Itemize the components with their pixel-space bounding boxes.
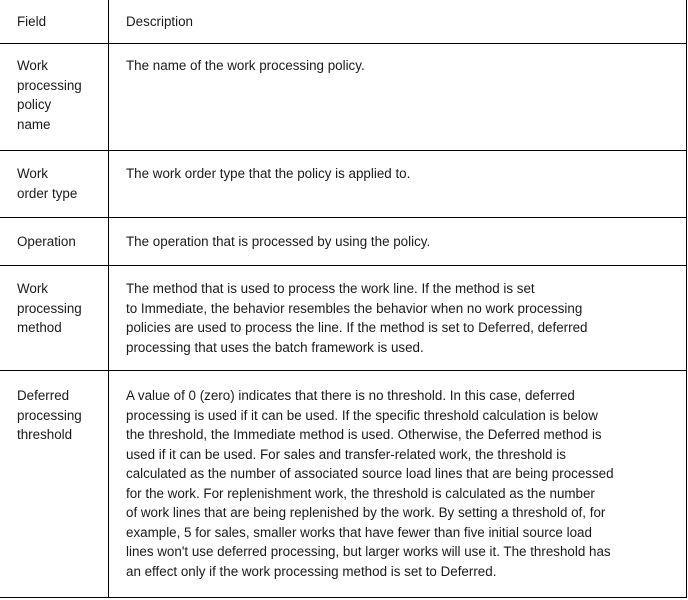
description-cell	[109, 44, 687, 150]
field-line: processing	[17, 77, 82, 93]
field-cell	[0, 218, 109, 265]
description-line: processing that uses the batch framework is used.	[126, 339, 424, 355]
field-line: Work	[17, 58, 48, 73]
table-row	[0, 266, 687, 371]
header-description	[109, 0, 687, 43]
field-line: order type	[17, 185, 78, 201]
description-line: for the work. For replenishment work, the threshold is calculated as the number	[126, 485, 595, 501]
description-line: the threshold, the Immediate method is used. Otherwise, the Deferred method is	[126, 427, 602, 442]
field-line: policy	[17, 97, 52, 112]
field-cell	[0, 44, 109, 150]
description-line: calculated as the number of associated source load lines that are being processed	[126, 466, 614, 481]
description-line: example, 5 for sales, smaller works that have fewer than five initial source load	[126, 524, 592, 540]
field-line: Work	[17, 281, 48, 296]
field-line: method	[17, 320, 62, 335]
header-field-label: Field	[17, 14, 47, 29]
field-line: processing	[17, 300, 82, 316]
description-cell	[109, 218, 687, 265]
description-line: to Immediate, the behavior resembles the behavior when no work processing	[126, 300, 583, 316]
description-cell	[109, 151, 687, 217]
table-row	[0, 44, 687, 151]
description-cell	[109, 371, 687, 597]
field-line: name	[17, 116, 51, 132]
description-line: The work order type that the policy is applied to.	[126, 166, 411, 181]
field-line: Deferred	[17, 388, 70, 403]
description-line: lines won't use deferred processing, but larger works will use it. The threshold has	[126, 544, 611, 559]
header-description-label: Description	[126, 14, 193, 29]
description-line: used if it can be used. For sales and transfer-related work, the threshold is	[126, 446, 566, 462]
field-cell	[0, 151, 109, 217]
description-line: A value of 0 (zero) indicates that there is no threshold. In this case, deferred	[126, 388, 575, 403]
description-line: The operation that is processed by using the policy.	[126, 234, 431, 249]
field-cell	[0, 371, 109, 597]
description-cell	[109, 266, 687, 370]
description-line: processing is used if it can be used. If the specific threshold calculation is below	[126, 407, 598, 423]
description-line: an effect only if the work processing method is set to Deferred.	[126, 563, 497, 579]
description-line: policies are used to process the line. If the method is set to Deferred, deferred	[126, 320, 588, 335]
description-line: The name of the work processing policy.	[126, 58, 365, 73]
field-line: threshold	[17, 427, 73, 442]
field-line: processing	[17, 407, 82, 423]
field-line: Operation	[17, 234, 76, 249]
header-field	[0, 0, 109, 43]
description-line: of work lines that are being replenished by the work. By setting a threshold of, for	[126, 505, 606, 520]
table-row	[0, 218, 687, 266]
table-row	[0, 151, 687, 218]
table-row	[0, 371, 687, 598]
field-cell	[0, 266, 109, 370]
field-line: Work	[17, 166, 48, 181]
description-line: The method that is used to process the work line. If the method is set	[126, 281, 535, 296]
table-header-row	[0, 0, 687, 44]
